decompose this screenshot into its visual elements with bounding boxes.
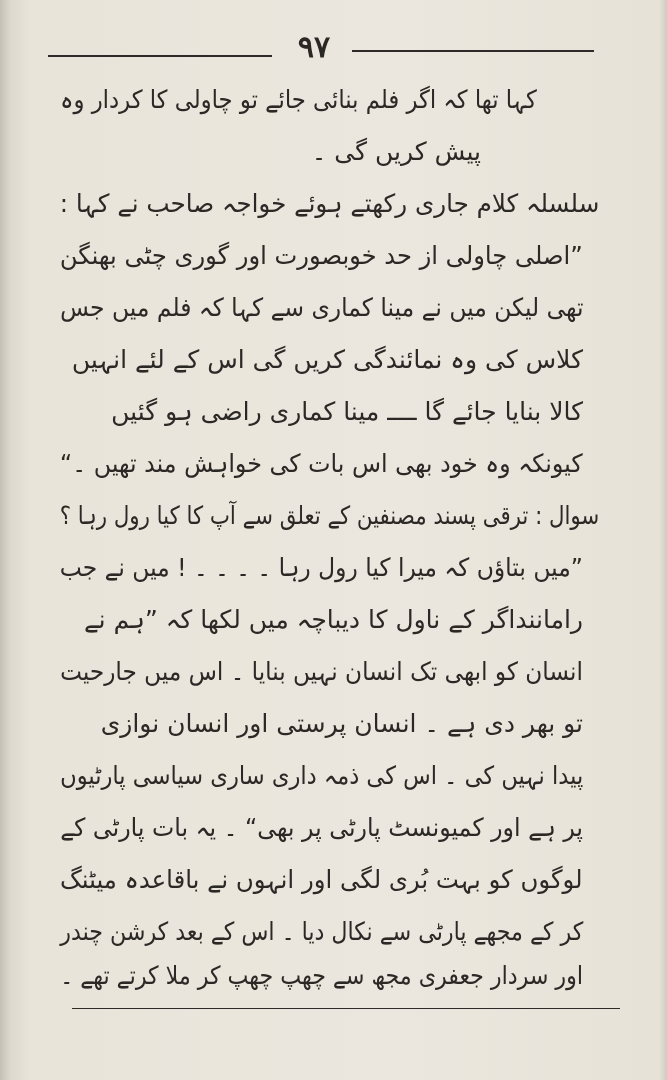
text-line-15: پر ہے اور کمیونسٹ پارٹی پر بھی“ ۔ یہ بات پارٹی کے	[60, 813, 583, 842]
page-number: ۹۷	[297, 30, 331, 65]
text-line-14: پیدا نہیں کی ۔ اس کی ذمہ داری ساری سیاسی پارٹیوں	[59, 761, 583, 790]
text-line-4: ”اصلی چاولی از حد خوبصورت اور گوری چٹی بھنگن	[60, 241, 583, 270]
text-line-17: کر کے مجھے پارٹی سے نکال دیا ۔ اس کے بعد کرشن چندر	[60, 917, 583, 946]
text-line-7: کالا بنایا جائے گا ــــ مینا کماری راضی ہو گئیں	[111, 397, 583, 426]
scan-edge-shadow	[659, 0, 667, 1080]
header-rule-right	[352, 50, 594, 52]
text-line-8: کیونکہ وہ خود بھی اس بات کی خواہش مند تھیں ۔“	[60, 449, 583, 478]
header-rule-left	[48, 55, 272, 57]
text-line-2: پیش کریں گی ۔	[311, 137, 481, 166]
text-line-3: سلسلہ کلام جاری رکھتے ہوئے خواجہ صاحب نے کہا :	[59, 189, 599, 218]
footer-rule	[72, 1008, 620, 1009]
text-line-12: انسان کو ابھی تک انسان نہیں بنایا ۔ اس میں جارحیت	[60, 657, 583, 686]
text-line-6: کلاس کی وہ نمائندگی کریں گی اس کے لئے انہیں	[71, 345, 583, 374]
text-line-9: سوال : ترقی پسند مصنفین کے تعلق سے آپ کا کیا رول رہا ؟	[59, 501, 599, 530]
text-line-5: تھی لیکن میں نے مینا کماری سے کہا کہ فلم میں جس	[59, 293, 583, 322]
text-line-10: ”میں بتاؤں کہ میرا کیا رول رہا ۔ ۔ ۔ ۔ ! میں نے جب	[59, 553, 583, 582]
text-line-16: لوگوں کو بہت بُری لگی اور انہوں نے باقاعدہ میٹنگ	[60, 865, 583, 894]
text-line-13: تو بھر دی ہے ۔ انسان پرستی اور انسان نوازی	[100, 709, 583, 738]
text-line-1: کہا تھا کہ اگر فلم بنائی جائے تو چاولی کا کردار وہ	[60, 85, 537, 114]
text-line-18: اور سردار جعفری مجھ سے چھپ چھپ کر ملا کرتے تھے ۔	[60, 961, 583, 990]
text-line-11: راماننداگر کے ناول کا دیباچہ میں لکھا کہ ”ہم نے	[84, 605, 583, 634]
